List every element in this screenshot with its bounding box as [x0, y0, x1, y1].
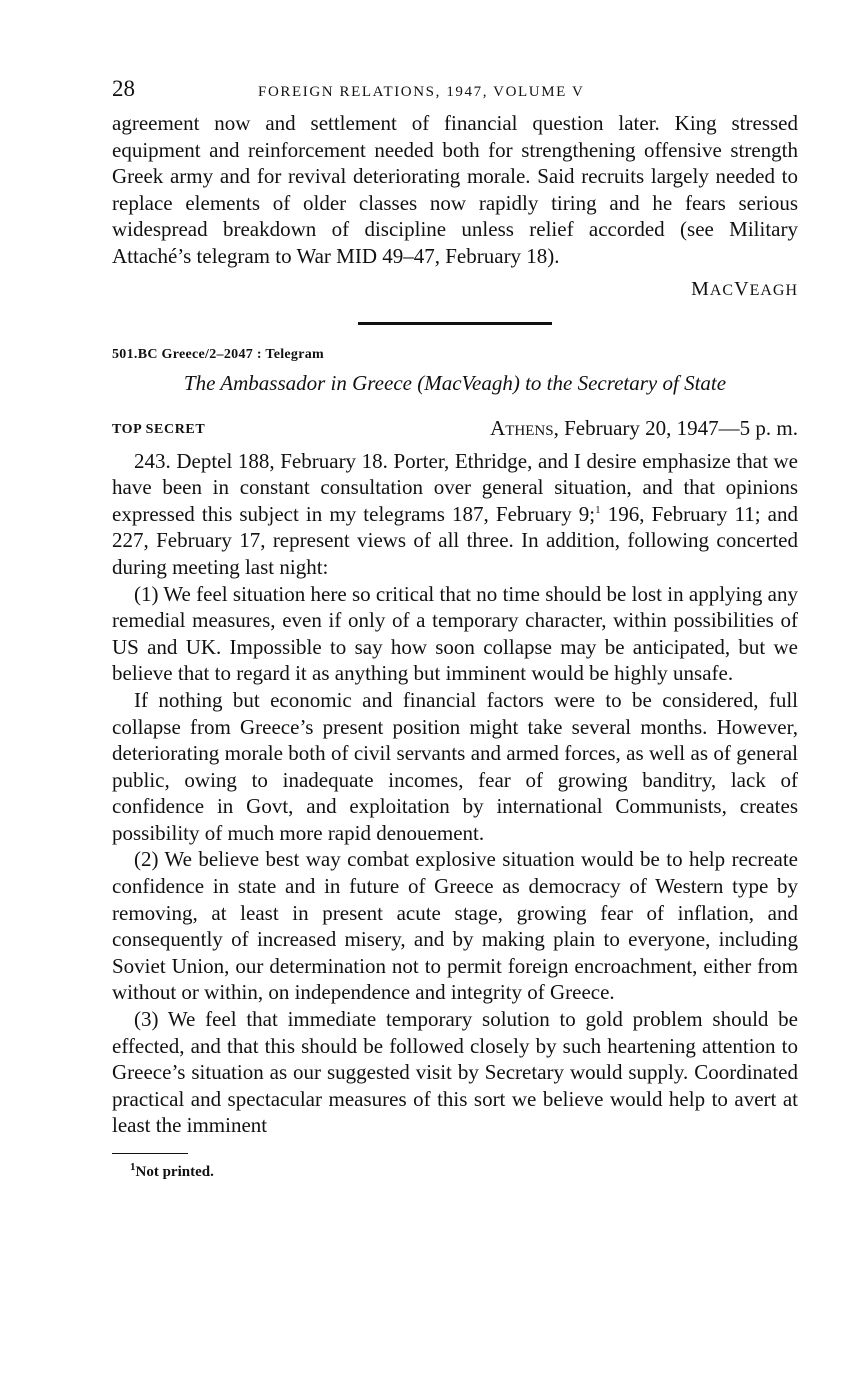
page-header	[112, 74, 798, 110]
signature: MACVEAGH	[691, 277, 798, 300]
footnote	[130, 1161, 798, 1181]
page-number: 28	[112, 76, 135, 101]
section-divider	[358, 322, 552, 325]
document-title: The Ambassador in Greece (MacVeagh) to the Secretary of State	[183, 370, 727, 395]
paragraph-point-2: (2) We believe best way combat explosive situation would be to help recreate confidence in state and in future of Greece as democracy of Western type by removing, at least in present acute stage, growing fear of inflation, and consequently of increased misery, and by making plain to everyone, including Soviet Union, our determination not to permit foreign encroachment, either from without or within, on independence and integrity of Greece.	[112, 847, 798, 1005]
file-reference: 501.BC Greece/2–2047 : Telegram	[112, 346, 324, 362]
continuation-paragraph: agreement now and settlement of financial question later. King stressed equipment and reinforcement needed both for strengthening offensive strength Greek army and for revival deteriorating morale. Said recruits largely needed to replace elements of older classes now rapidly tiring and he fears serious widespread breakdown of discipline unless relief accorded (see Military Attaché’s telegram to War MID 49–47, February 18).	[112, 111, 798, 268]
running-head: FOREIGN RELATIONS, 1947, VOLUME V	[258, 84, 585, 100]
classification: TOP SECRET	[112, 421, 206, 437]
footnote-text: Not printed.	[135, 1164, 214, 1180]
paragraph-243-text-b: 196, February 11; and 227, February 17, represent views of all three. In addition, following concerted during meeting last night:	[112, 501, 798, 579]
paragraph-collapse: If nothing but economic and financial factors were to be considered, full collapse from Greece’s present position might take several months. However, deteriorating morale both of civil servants and armed forces, as well as of general public, owing to inadequate incomes, fear of growing banditry, lack of confidence in Govt, and exploitation by international Communists, creates possibility of much more rapid denouement.	[112, 687, 798, 845]
paragraph-point-1: (1) We feel situation here so critical that no time should be lost in applying any remedial measures, even if only of a temporary character, within possibilities of US and UK. Impossible to say how soon collapse may be anticipated, but we believe that to regard it as anything but imminent would be highly unsafe.	[112, 581, 798, 686]
paragraph-243-text-a: 243. Deptel 188, February 18. Porter, Ethridge, and I desire emphasize that we have been in constant consultation over general situation, and that opinions expressed this subject in my telegrams 187, February 9;	[112, 448, 798, 526]
dateline-date: , February 20, 1947—5 p. m.	[553, 415, 798, 440]
dateline-row	[112, 416, 798, 446]
document-page	[112, 74, 798, 1181]
paragraph-point-3: (3) We feel that immediate temporary solution to gold problem should be effected, and that this should be followed closely by such heartening attention to Greece’s situation as our suggested visit by Secretary would supply. Coordinated practical and spectacular measures of this sort we believe would help to avert at least the imminent	[112, 1007, 798, 1138]
dateline	[490, 416, 798, 441]
footnote-marker: 1	[130, 1161, 136, 1173]
footnote-reference: 1	[595, 503, 601, 516]
paragraph-243	[112, 448, 798, 581]
dateline-place: Athens	[490, 415, 554, 440]
footnote-divider	[112, 1153, 188, 1154]
